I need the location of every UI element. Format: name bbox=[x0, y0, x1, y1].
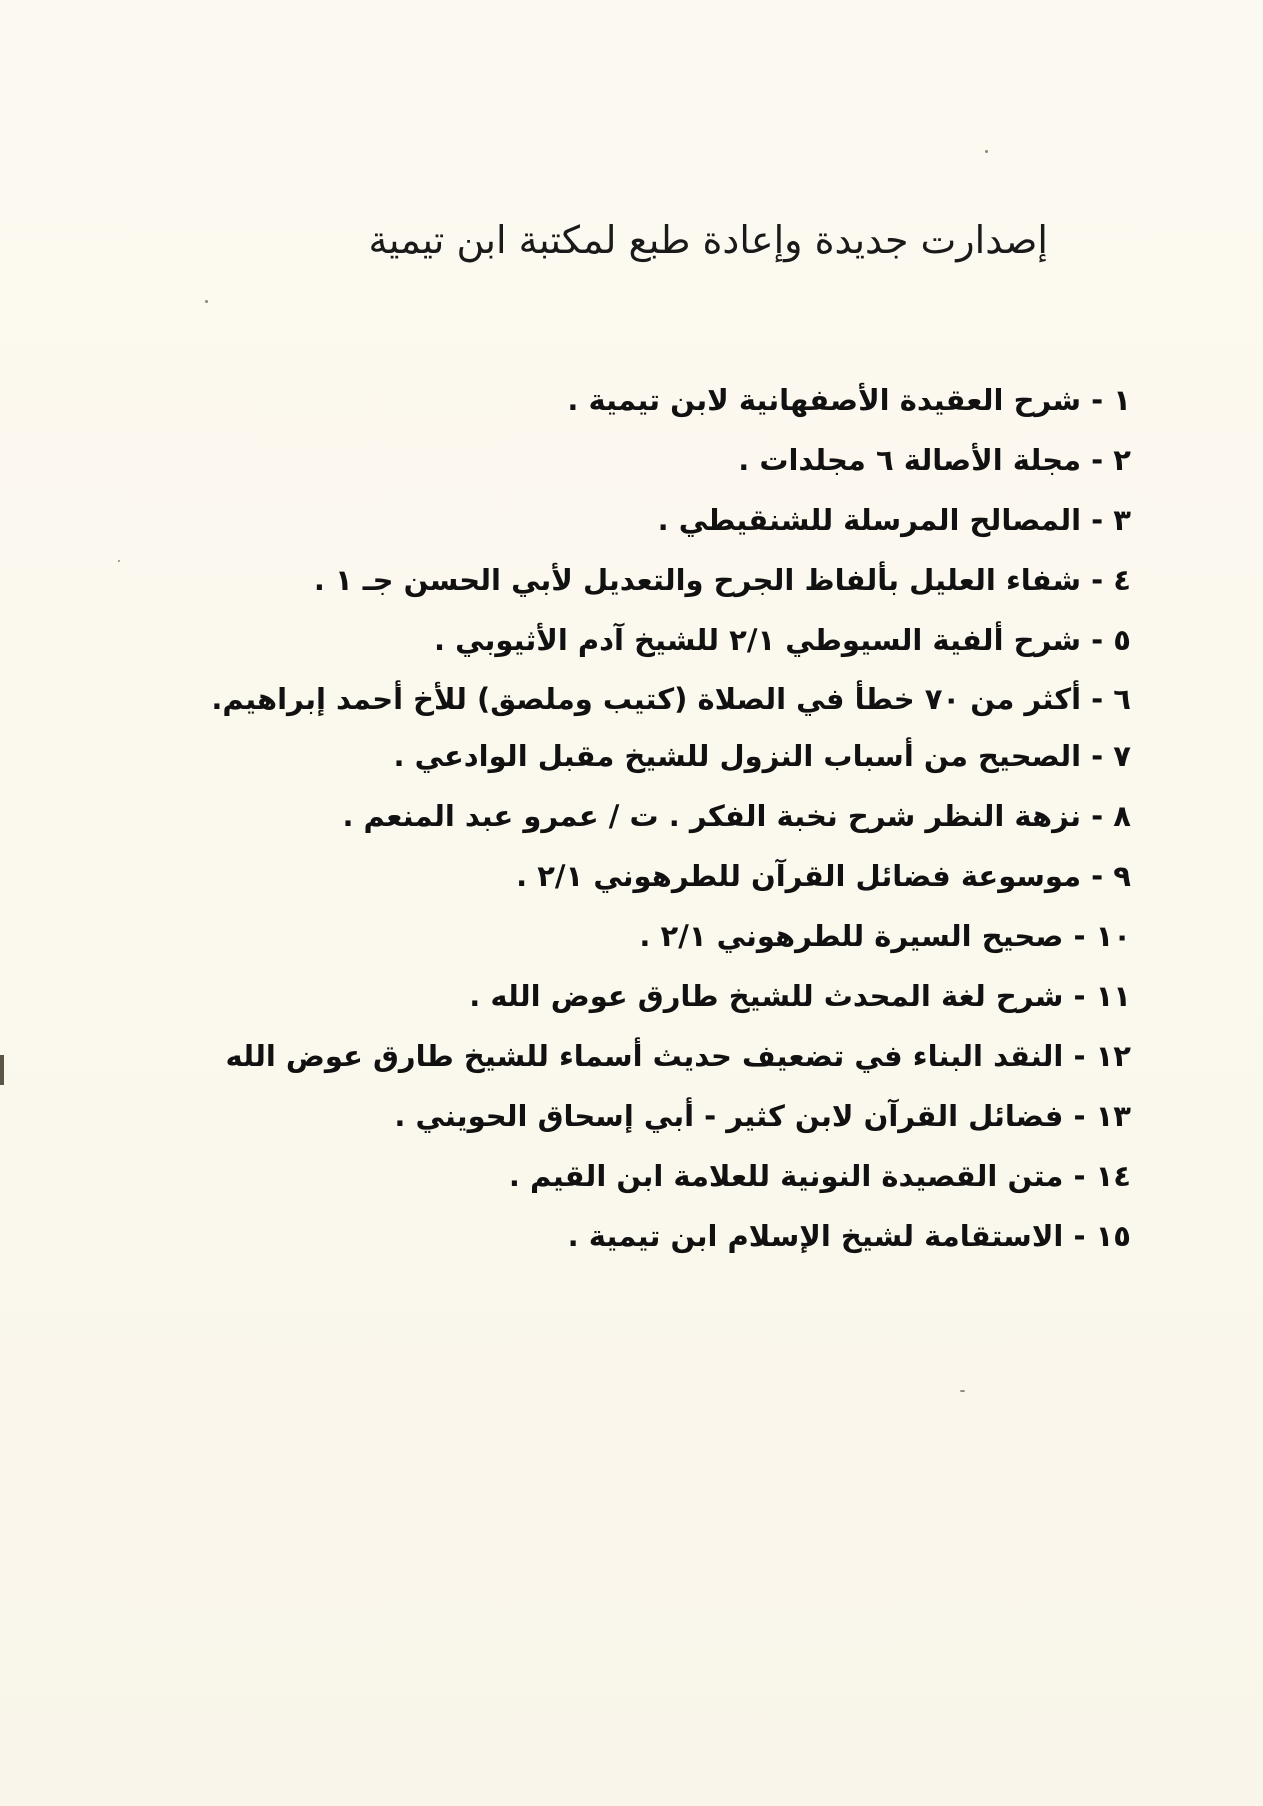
list-item: ١ - شرح العقيدة الأصفهانية لابن تيمية . bbox=[567, 383, 1131, 417]
list-item: ٩ - موسوعة فضائل القرآن للطرهوني ٢/١ . bbox=[516, 859, 1131, 893]
item-number: ١٤ bbox=[1095, 1159, 1131, 1193]
item-text: المصالح المرسلة للشنقيطي . bbox=[657, 503, 1082, 537]
list-item: ٤ - شفاء العليل بألفاظ الجرح والتعديل لأبي الحسن جـ ١ . bbox=[313, 563, 1131, 597]
page-title: إصدارت جديدة وإعادة طبع لمكتبة ابن تيمية bbox=[368, 218, 1048, 262]
list-item: ٣ - المصالح المرسلة للشنقيطي . bbox=[657, 503, 1131, 537]
list-item: ١٤ - متن القصيدة النونية للعلامة ابن القيم . bbox=[508, 1159, 1131, 1193]
list-item: ١٣ - فضائل القرآن لابن كثير - أبي إسحاق الحويني . bbox=[394, 1099, 1131, 1133]
scan-speck bbox=[118, 560, 120, 562]
list-item: ١٢ - النقد البناء في تضعيف حديث أسماء للشيخ طارق عوض الله bbox=[225, 1039, 1131, 1073]
item-text: النقد البناء في تضعيف حديث أسماء للشيخ طارق عوض الله bbox=[225, 1039, 1064, 1073]
list-item: ٥ - شرح ألفية السيوطي ٢/١ للشيخ آدم الأثيوبي . bbox=[434, 623, 1131, 657]
item-text: صحيح السيرة للطرهوني ٢/١ . bbox=[639, 919, 1064, 953]
item-number: ١٢ bbox=[1095, 1039, 1131, 1073]
item-text: موسوعة فضائل القرآن للطرهوني ٢/١ . bbox=[516, 859, 1082, 893]
scan-edge-mark bbox=[0, 1055, 4, 1085]
list-item: ٧ - الصحيح من أسباب النزول للشيخ مقبل الوادعي . bbox=[393, 739, 1131, 773]
item-text: مجلة الأصالة ٦ مجلدات . bbox=[738, 443, 1082, 477]
item-text: فضائل القرآن لابن كثير - أبي إسحاق الحويني . bbox=[394, 1099, 1064, 1133]
item-text: الصحيح من أسباب النزول للشيخ مقبل الوادعي . bbox=[393, 739, 1082, 773]
item-text: متن القصيدة النونية للعلامة ابن القيم . bbox=[508, 1159, 1064, 1193]
item-text: شرح العقيدة الأصفهانية لابن تيمية . bbox=[567, 383, 1082, 417]
item-text: شرح لغة المحدث للشيخ طارق عوض الله . bbox=[469, 979, 1064, 1013]
item-number: ١٥ bbox=[1095, 1219, 1131, 1253]
item-number: ١١ bbox=[1095, 979, 1131, 1013]
list-item: ١٠ - صحيح السيرة للطرهوني ٢/١ . bbox=[639, 919, 1131, 953]
item-number: ٤ bbox=[1113, 563, 1131, 597]
item-number: ٧ bbox=[1113, 739, 1131, 773]
list-item: ١٥ - الاستقامة لشيخ الإسلام ابن تيمية . bbox=[567, 1219, 1131, 1253]
list-item: ٨ - نزهة النظر شرح نخبة الفكر . ت / عمرو عبد المنعم . bbox=[342, 799, 1131, 833]
item-text: الاستقامة لشيخ الإسلام ابن تيمية . bbox=[567, 1219, 1064, 1253]
publication-list bbox=[131, 370, 1131, 1266]
item-number: ٨ bbox=[1113, 799, 1131, 833]
list-item: ١١ - شرح لغة المحدث للشيخ طارق عوض الله . bbox=[469, 979, 1131, 1013]
item-text: شفاء العليل بألفاظ الجرح والتعديل لأبي الحسن جـ ١ . bbox=[313, 563, 1082, 597]
item-number: ١ bbox=[1113, 383, 1131, 417]
item-number: ١٣ bbox=[1095, 1099, 1131, 1133]
item-number: ٢ bbox=[1113, 443, 1131, 477]
item-number: ٥ bbox=[1113, 623, 1131, 657]
list-item: ٢ - مجلة الأصالة ٦ مجلدات . bbox=[738, 443, 1131, 477]
list-item: ٦ - أكثر من ٧٠ خطأ في الصلاة (كتيب وملصق) للأخ أحمد إبراهيم. bbox=[211, 682, 1131, 716]
item-text: نزهة النظر شرح نخبة الفكر . ت / عمرو عبد المنعم . bbox=[342, 799, 1082, 833]
scan-speck bbox=[205, 300, 208, 303]
scan-speck bbox=[985, 150, 988, 153]
item-number: ٩ bbox=[1113, 859, 1131, 893]
item-number: ١٠ bbox=[1095, 919, 1131, 953]
item-number: ٣ bbox=[1113, 503, 1131, 537]
item-number: ٦ bbox=[1113, 682, 1131, 716]
item-text: أكثر من ٧٠ خطأ في الصلاة (كتيب وملصق) للأخ أحمد إبراهيم. bbox=[211, 682, 1082, 716]
scan-speck bbox=[960, 1390, 965, 1392]
item-text: شرح ألفية السيوطي ٢/١ للشيخ آدم الأثيوبي . bbox=[434, 623, 1082, 657]
